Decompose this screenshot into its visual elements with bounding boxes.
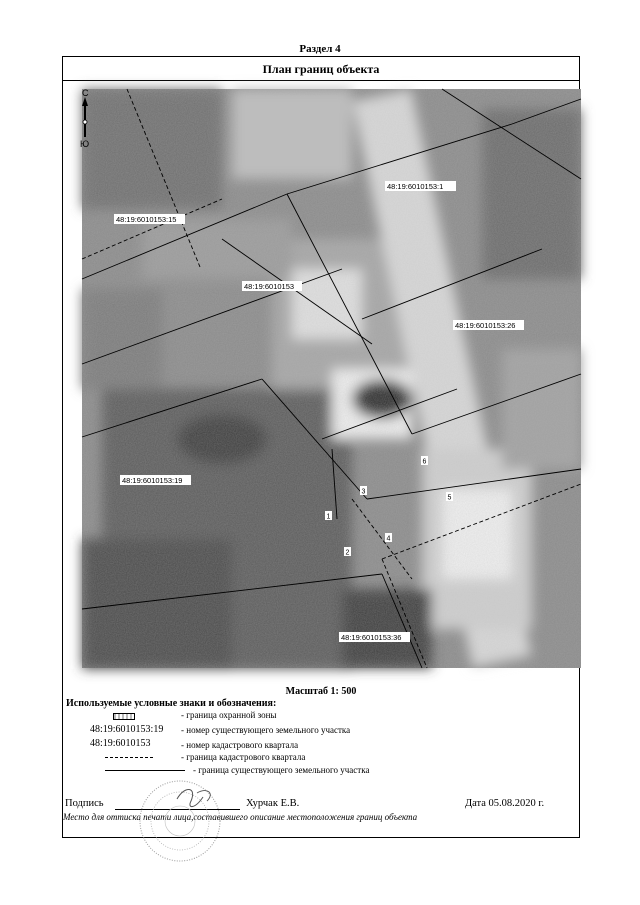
point-3: 3: [361, 488, 366, 496]
legend-parcel-number-symbol: 48:19:6010153:19: [90, 724, 164, 735]
plan-title: План границ объекта: [63, 57, 579, 81]
parcel-label-36[interactable]: 48:19:6010153:36: [341, 633, 402, 642]
document-frame: [62, 56, 580, 838]
signature-label: Подпись: [65, 798, 104, 809]
photo-grain: [82, 89, 581, 668]
signature-date: Дата 05.08.2020 г.: [465, 798, 545, 809]
official-seal-icon: [125, 779, 235, 849]
parcel-label-15[interactable]: 48:19:6010153:15: [116, 215, 177, 224]
legend-item-parcel-boundary: - граница существующего земельного участка: [193, 765, 370, 775]
point-6: 6: [422, 458, 427, 466]
compass-south: Ю: [80, 139, 90, 149]
point-4: 4: [386, 535, 391, 543]
legend-item-protection-zone: - граница охранной зоны: [181, 710, 277, 720]
signer-name: Хурчак Е.В.: [246, 798, 300, 809]
section-title: Раздел 4: [299, 43, 341, 55]
legend-quarter-boundary-symbol: [105, 757, 153, 758]
parcel-label-26[interactable]: 48:19:6010153:26: [455, 321, 516, 330]
map-svg: [82, 89, 581, 668]
aerial-map[interactable]: [82, 89, 581, 668]
stamp-place-note: Место для оттиска печати лица,составившего описание местоположения границ объекта: [63, 812, 418, 822]
legend-item-parcel-number: - номер существующего земельного участка: [181, 725, 351, 735]
legend-item-quarter-boundary: - граница кадастрового квартала: [181, 752, 306, 762]
quarter-label[interactable]: 48:19:6010153: [244, 282, 295, 291]
legend-protection-zone-symbol: [113, 713, 135, 720]
map-scale: Масштаб 1: 500: [285, 686, 357, 697]
legend-item-quarter-number: - номер кадастрового квартала: [181, 740, 299, 750]
legend-parcel-boundary-symbol: [105, 770, 185, 771]
point-5: 5: [447, 494, 452, 502]
parcel-label-19[interactable]: 48:19:6010153:19: [122, 476, 183, 485]
compass-north: С: [82, 88, 89, 98]
legend-quarter-number-symbol: 48:19:6010153: [90, 738, 151, 749]
point-1: 1: [326, 513, 331, 521]
legend-title: Используемые условные знаки и обозначения:: [66, 698, 277, 709]
parcel-label-1[interactable]: 48:19:6010153:1: [387, 182, 444, 191]
point-2: 2: [345, 549, 350, 557]
